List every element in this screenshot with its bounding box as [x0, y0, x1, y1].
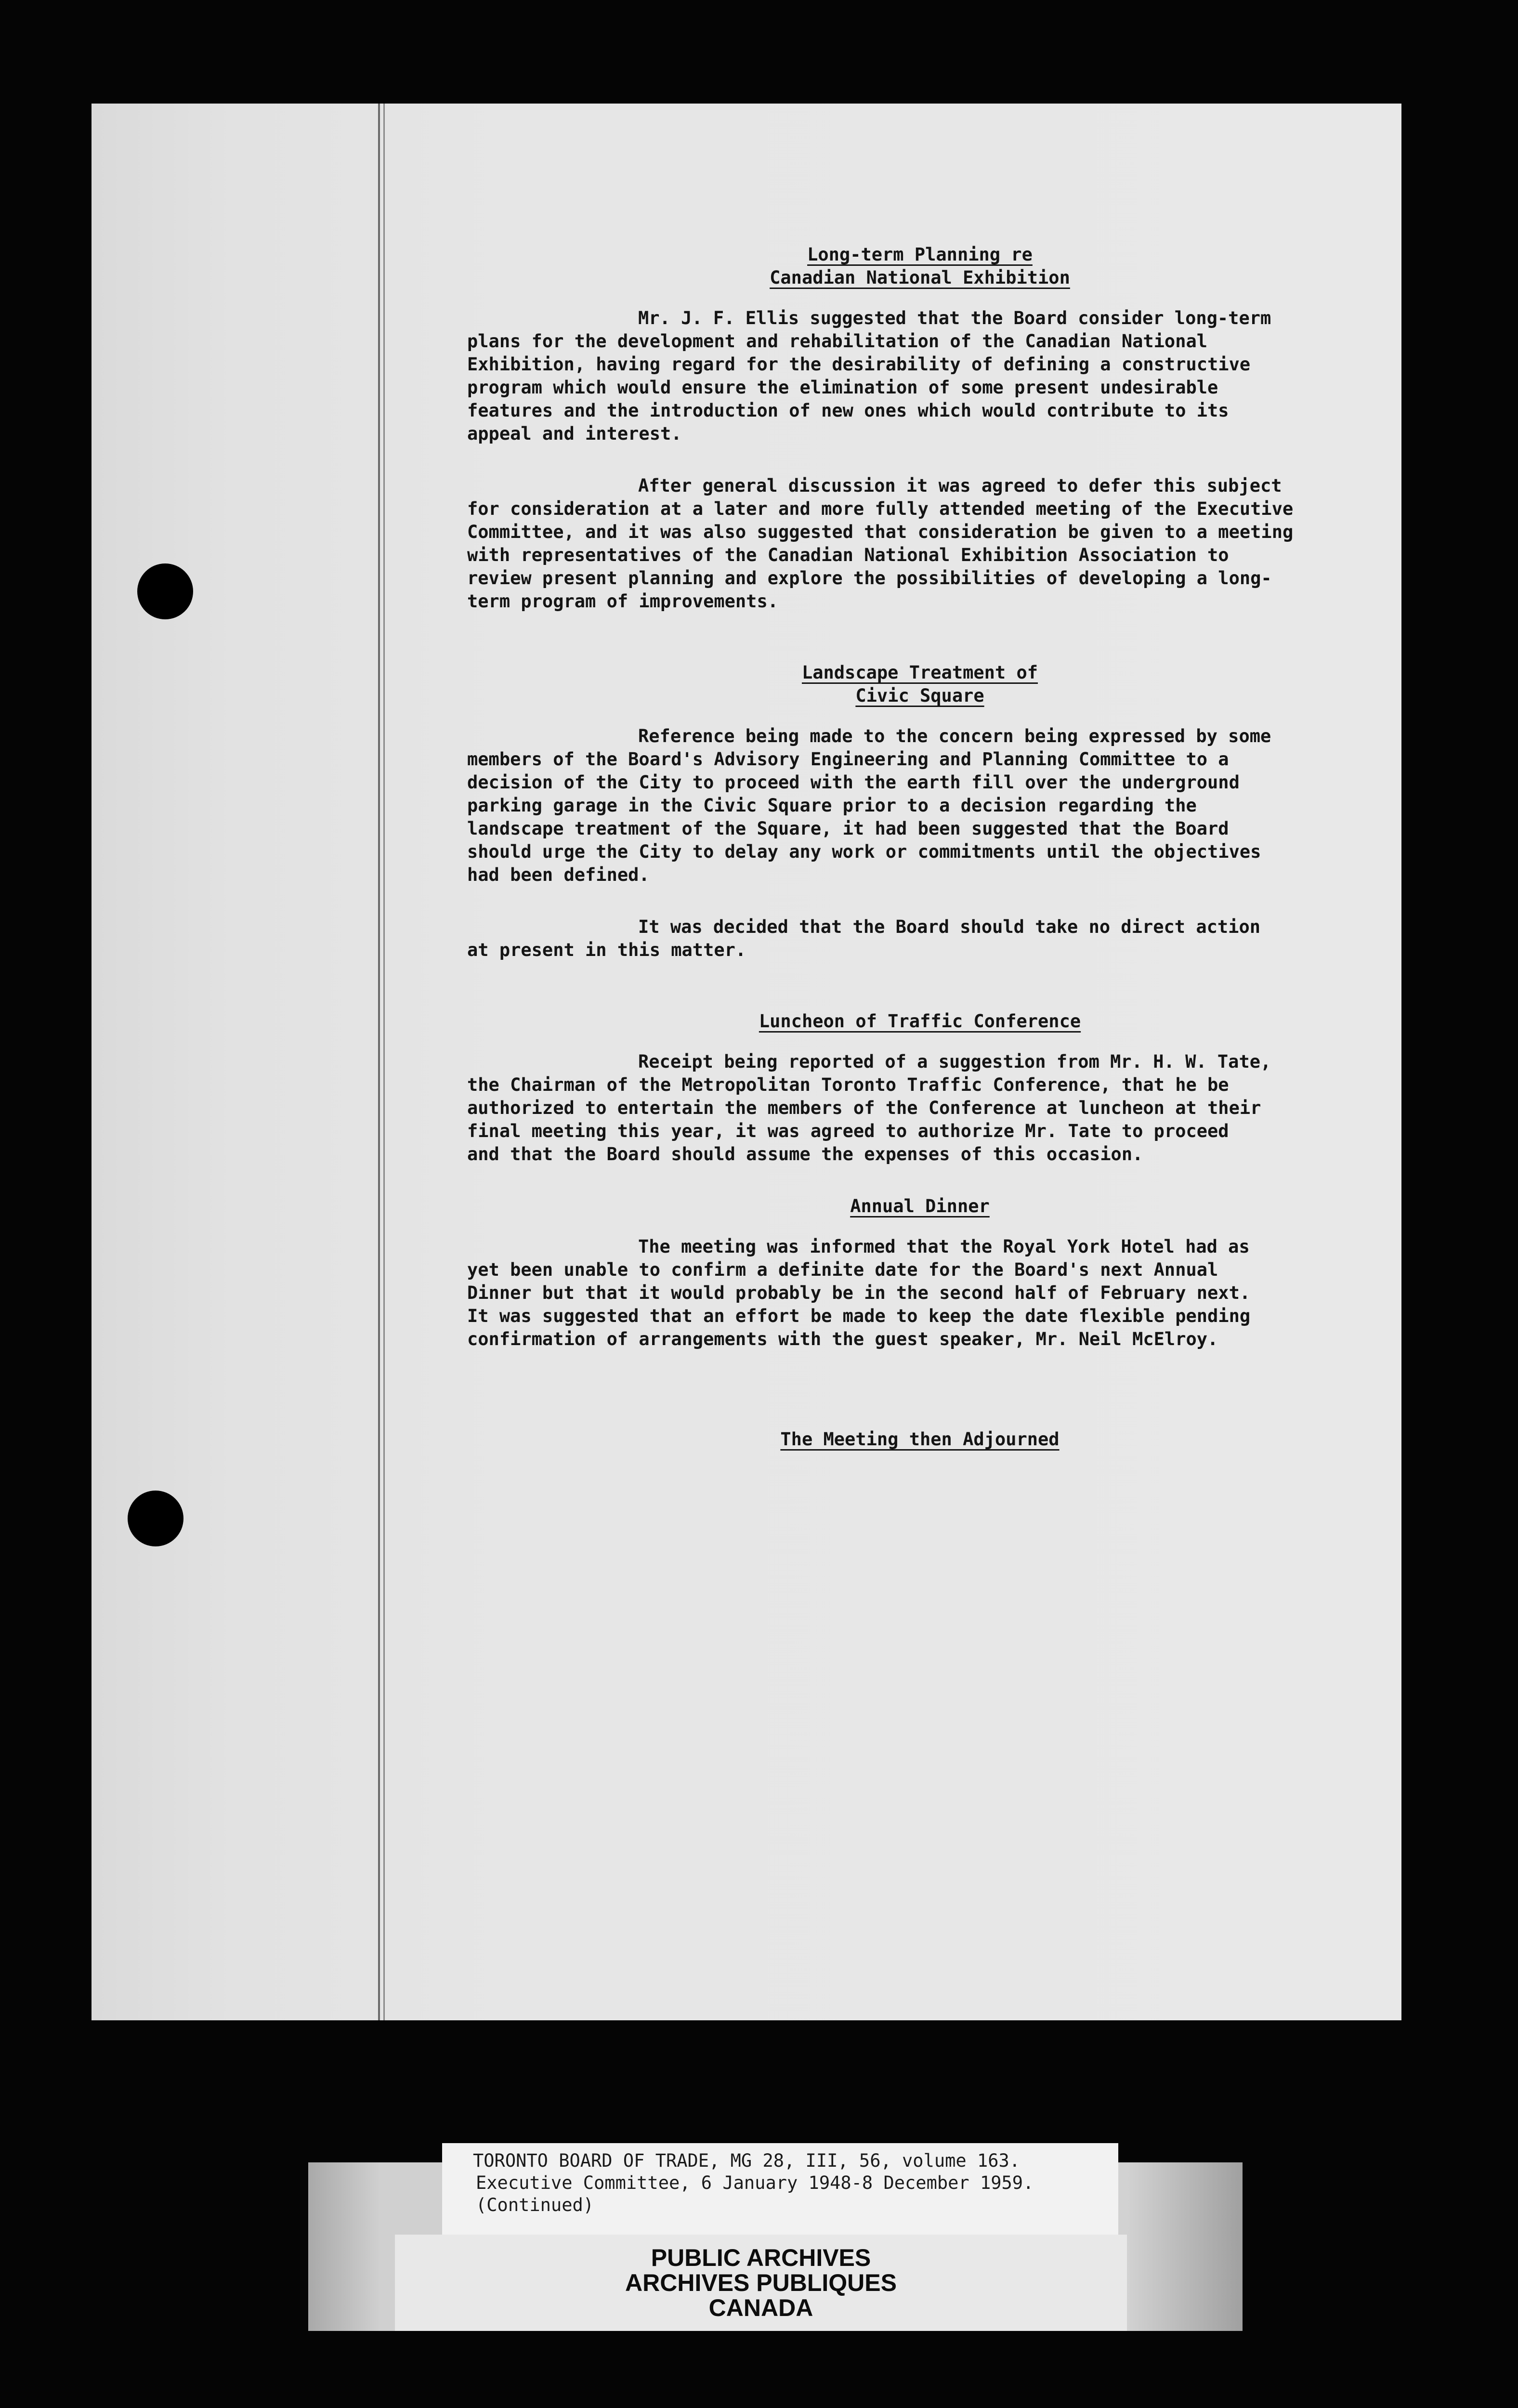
text-line: Receipt being reported of a suggestion from Mr. H. W. Tate, — [638, 1051, 1271, 1072]
section-heading: Long-term Planning re — [807, 244, 1033, 265]
section-landscape-treatment — [467, 661, 1373, 962]
text-line: final meeting this year, it was agreed to authorize Mr. Tate to proceed — [467, 1121, 1229, 1141]
text-line: landscape treatment of the Square, it had been suggested that the Board — [467, 818, 1229, 839]
paragraph — [467, 474, 1373, 613]
text-line: features and the introduction of new ones which would contribute to its — [467, 400, 1229, 421]
text-line: decision of the City to proceed with the earth fill over the underground — [467, 772, 1240, 793]
paragraph — [467, 307, 1373, 445]
text-line: the Chairman of the Metropolitan Toronto Traffic Conference, that he be — [467, 1074, 1229, 1095]
section-heading: Civic Square — [855, 685, 984, 706]
text-line: yet been unable to confirm a definite date for the Board's next Annual — [467, 1259, 1218, 1280]
text-line: program which would ensure the elimination of some present undesirable — [467, 377, 1218, 398]
text-line: plans for the development and rehabilitation of the Canadian National — [467, 331, 1208, 352]
text-line: authorized to entertain the members of the Conference at luncheon at their — [467, 1098, 1261, 1118]
text-line: It was decided that the Board should take no direct action — [638, 916, 1261, 937]
text-line: for consideration at a later and more fully attended meeting of the Executive — [467, 498, 1294, 519]
stamp-line: CANADA — [708, 2294, 813, 2321]
adjournment-heading: The Meeting then Adjourned — [780, 1429, 1060, 1450]
text-line: had been defined. — [467, 864, 650, 885]
paragraph — [467, 1235, 1373, 1351]
margin-rule — [378, 104, 380, 2020]
text-line: members of the Board's Advisory Engineering and Planning Committee to a — [467, 749, 1229, 770]
stamp-line: ARCHIVES PUBLIQUES — [625, 2269, 897, 2296]
text-line: term program of improvements. — [467, 591, 779, 612]
text-line: at present in this matter. — [467, 940, 746, 960]
reference-line: (Continued) — [476, 2195, 594, 2215]
section-heading: Canadian National Exhibition — [770, 267, 1070, 288]
text-line: and that the Board should assume the expenses of this occasion. — [467, 1144, 1143, 1165]
public-archives-stamp — [395, 2235, 1127, 2331]
document-page — [92, 104, 1401, 2020]
paragraph — [467, 725, 1373, 887]
archive-reference-label — [442, 2143, 1118, 2235]
text-line: should urge the City to delay any work or commitments until the objectives — [467, 841, 1261, 862]
text-line: Dinner but that it would probably be in the second half of February next. — [467, 1283, 1251, 1303]
section-heading: Annual Dinner — [850, 1196, 990, 1217]
paragraph — [467, 1050, 1373, 1166]
text-line: The meeting was informed that the Royal York Hotel had as — [638, 1236, 1250, 1257]
punch-hole-bottom — [128, 1491, 183, 1546]
text-line: It was suggested that an effort be made to keep the date flexible pending — [467, 1306, 1251, 1326]
reference-line: TORONTO BOARD OF TRADE, MG 28, III, 56, volume 163. — [473, 2150, 1021, 2171]
section-luncheon-traffic-conference — [467, 1010, 1373, 1166]
text-line: After general discussion it was agreed to defer this subject — [638, 475, 1282, 496]
section-heading: Landscape Treatment of — [801, 662, 1038, 683]
text-line: Reference being made to the concern being expressed by some — [638, 726, 1271, 746]
text-line: Exhibition, having regard for the desirability of defining a constructive — [467, 354, 1251, 375]
paragraph — [467, 916, 1373, 962]
reference-line: Executive Committee, 6 January 1948-8 December 1959. — [476, 2172, 1034, 2193]
minutes-text — [467, 243, 1373, 1451]
text-line: with representatives of the Canadian National Exhibition Association to — [467, 545, 1229, 565]
stamp-line: PUBLIC ARCHIVES — [651, 2244, 871, 2271]
section-long-term-planning — [467, 243, 1373, 613]
text-line: review present planning and explore the possibilities of developing a long- — [467, 568, 1272, 589]
text-line: appeal and interest. — [467, 423, 682, 444]
text-line: parking garage in the Civic Square prior to a decision regarding the — [467, 795, 1197, 816]
text-line: confirmation of arrangements with the guest speaker, Mr. Neil McElroy. — [467, 1329, 1218, 1349]
punch-hole-top — [137, 563, 193, 619]
section-annual-dinner — [467, 1195, 1373, 1351]
text-line: Mr. J. F. Ellis suggested that the Board consider long-term — [638, 308, 1271, 328]
text-line: Committee, and it was also suggested that consideration be given to a meeting — [467, 522, 1294, 542]
section-heading: Luncheon of Traffic Conference — [759, 1011, 1081, 1032]
margin-rule-inner — [383, 104, 385, 2020]
